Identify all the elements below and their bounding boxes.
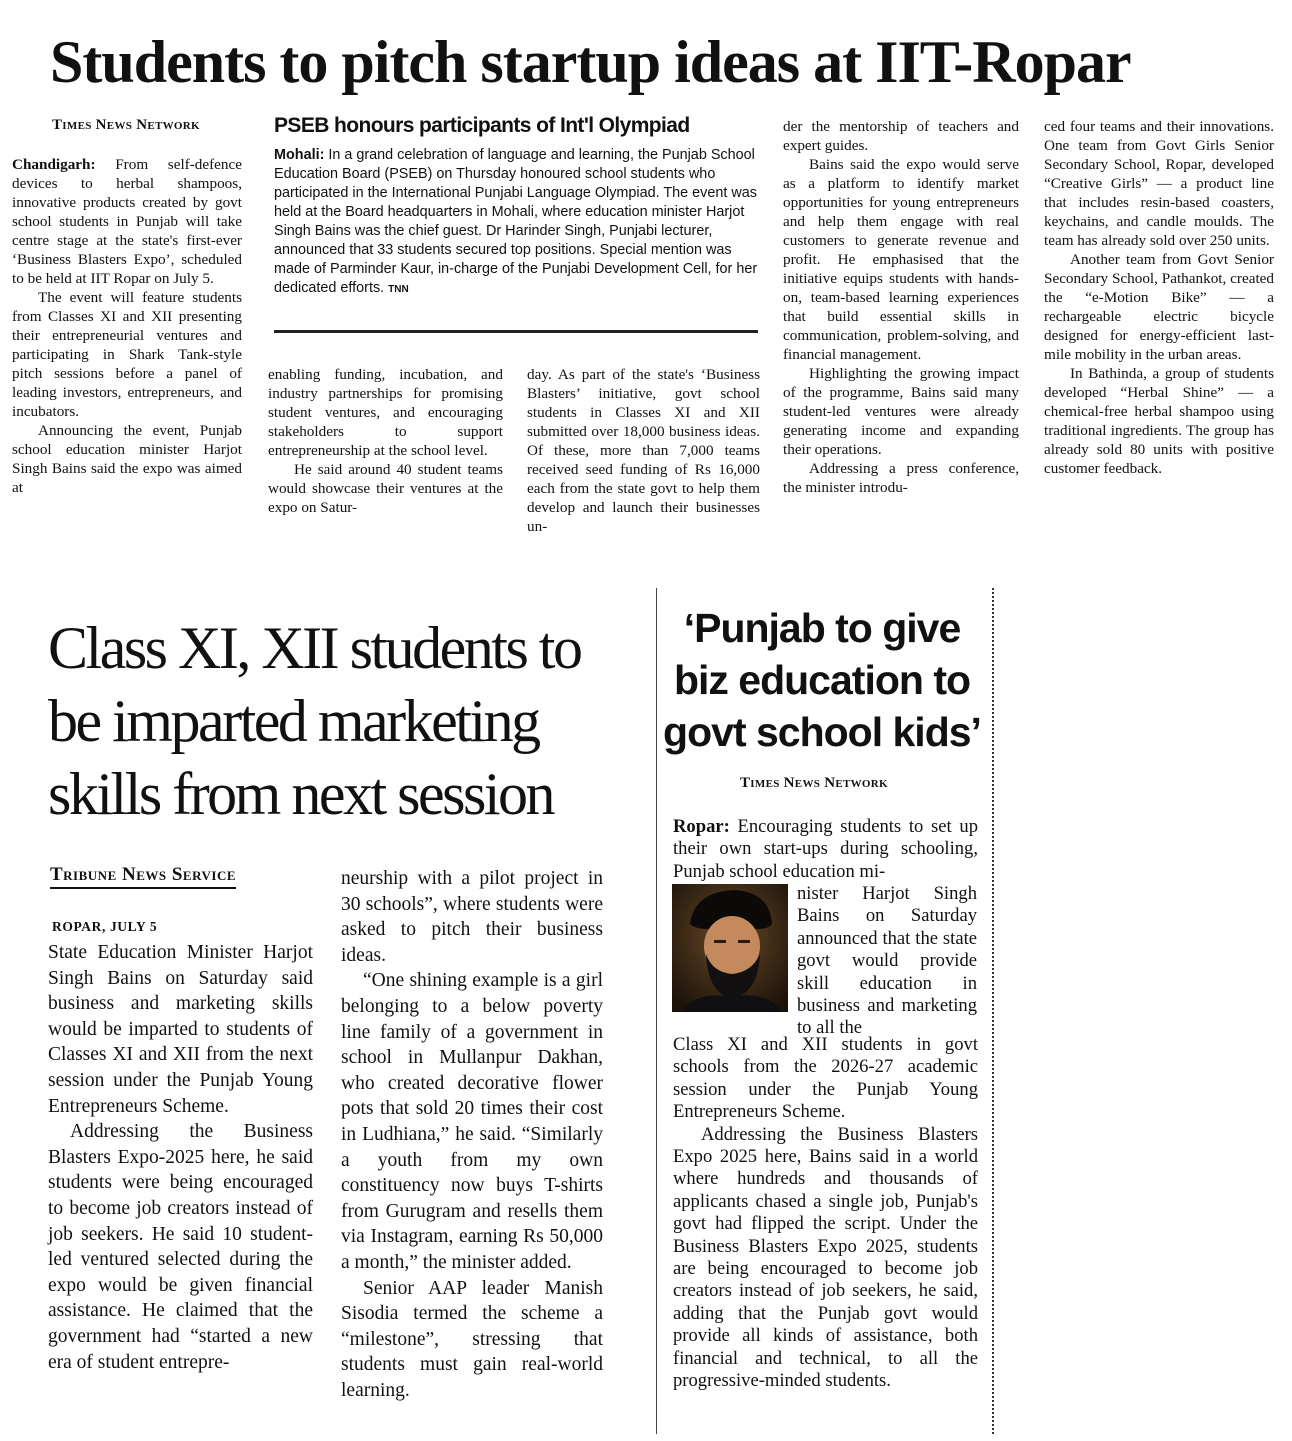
headline-top-story: Students to pitch startup ideas at IIT-Ropar [50,29,1131,95]
pseb-box-headline: PSEB honours participants of Int'l Olympiad [274,114,690,137]
tribune-column-1 [48,940,313,1375]
tribune-headline [48,612,608,831]
paragraph: der the mentorship of teachers and expert guides. [783,118,1019,154]
toi-headline [660,602,984,758]
top-story-column-2 [268,365,503,517]
paragraph: The event will feature students from Classes XI and XII presenting their entrepreneurial ventures and participating in Shark Tank-style pitch sessions before a panel of leading investors, entrepreneurs, and incubators. [12,289,242,420]
top-story-column-5 [1044,117,1274,478]
toi-lead-beside-photo: nister Harjot Singh Bains on Saturday announced that the state govt would provide skill education in business and marketing to all the [797,883,977,1039]
toi-headline-line: govt school kids’ [663,709,981,755]
paragraph: State Education Minister Harjot Singh Bains on Saturday said business and marketing skills would be imparted to students of Classes XI and XII from the next session under the Punjab Young Entrepreneurs Scheme. [48,942,313,1117]
paragraph: day. As part of the state's ‘Business Blasters’ initiative, govt school students in Classes XI and XII submitted over 18,000 business ideas. Of these, more than 7,000 teams received seed funding of Rs 16,000 each from the state govt to help them develop and launch their businesses un- [527,366,760,535]
paragraph: enabling funding, incubation, and industry partnerships for promising student ventures, and encouraging stakeholders to support entrepreneurship at the school level. [268,366,503,459]
byline-top-story: Times News Network [52,117,200,133]
toi-headline-line: ‘Punjab to give [683,605,961,651]
top-story-column-1 [12,155,242,497]
toi-body: Class XI and XII students in govt schools from the 2026-27 academic session under the Punjab Young Entrepreneurs Scheme. Addressing the Business Blasters Expo 2025 here, Bains said in a world where hundreds and thousands of applicants chased a single job, Punjab's govt had flipped the script. Under the Business Blasters Expo 2025, students are being encouraged to become job creators instead of job seekers, he said, adding that the Punjab govt would provide all kinds of assistance, both financial and technical, to all the progressive-minded students. [673,1034,978,1392]
paragraph: Bains said the expo would serve as a platform to identify market opportunities for young entrepreneurs and help them engage with real customers to generate revenue and profit. He emphasised that the initiative equips students with hands-on, team-based learning experiences that build essential skills in communication, problem-solving, and financial management. [783,156,1019,363]
paragraph: Highlighting the growing impact of the programme, Bains said many student-led ventures were already generating income and expanding their operations. [783,365,1019,458]
paragraph: Addressing the Business Blasters Expo-2025 here, he said students were being encouraged to become job creators instead of job seekers. He said 10 student-led ventured selected during the expo would be given financial assistance. He claimed that the government had “started a new era of student entrepre- [48,1121,313,1373]
paragraph: Another team from Govt Senior Secondary School, Pathankot, created the “e-Motion Bike” — a rechargeable electric bicycle designed for energy-efficient last-mile mobility in the urban areas. [1044,251,1274,363]
paragraph: “One shining example is a girl belonging to a below poverty line family of a government in school in Mullanpur Dakhan, who created decorative flower pots that sold 20 times their cost in Ludhiana,” he said. “Similarly a youth from my own constituency now buys T-shirts from Gurugram and resells them via Instagram, earning Rs 50,000 a month,” the minister added. [341,970,603,1273]
toi-story-rule [656,588,657,1434]
paragraph: Announcing the event, Punjab school education minister Harjot Singh Bains said the expo was aimed at [12,422,242,496]
paragraph: In Bathinda, a group of students developed “Herbal Shine” — a chemical-free herbal shampoo using traditional ingredients. The group has already sold 80 units with positive customer feedback. [1044,365,1274,477]
paragraph: Chandigarh: From self-defence devices to herbal shampoos, innovative products created by govt school students in Punjab will take centre stage at the state's first-ever ‘Business Blasters Expo’, scheduled to be held at IIT Ropar on July 5. [12,156,242,287]
minister-photo [672,884,788,1012]
byline-toi: Times News Network [740,775,888,791]
top-story-column-4 [783,117,1019,497]
toi-headline-line: biz education to [673,657,971,703]
toi-lead-top: Ropar: Encouraging students to set up their own start-ups during schooling, Punjab school education mi- [673,816,978,882]
byline-tribune: Tribune News Service [50,864,236,889]
top-story-column-3 [527,365,760,536]
paragraph: ced four teams and their innovations. One team from Govt Girls Senior Secondary School, Ropar, developed “Creative Girls” — a product line that includes resin-based coasters, keychains, and candle moulds. The team has already sold over 250 units. [1044,118,1274,249]
paragraph: Senior AAP leader Manish Sisodia termed the scheme a “milestone”, stressing that students must gain real-world learning. [341,1277,603,1401]
pseb-box-body: Mohali: In a grand celebration of language and learning, the Punjab School Education Board (PSEB) on Thursday honoured school students who participated in the International Punjabi Language Olympiad. The event was held at the Board headquarters in Mohali, where education minister Harjot Singh Bains was the chief guest. Dr Harinder Singh, Punjabi lecturer, announced that 33 students secured top positions. Special mention was made of Parminder Kaur, in-charge of the Punjabi Development Cell, for her dedicated efforts. TNN [274,147,758,296]
dateline-tribune: ROPAR, JULY 5 [52,919,158,934]
paragraph: neurship with a pilot project in 30 schools”, where students were asked to pitch their business ideas. [341,868,603,966]
tribune-headline-line: be imparted marketing [48,688,539,754]
pseb-box-rule [274,330,758,333]
tribune-column-2 [341,866,603,1403]
tribune-headline-line: skills from next session [48,761,553,827]
pseb-box [274,114,758,299]
portrait-image [672,884,788,1012]
paragraph: He said around 40 student teams would showcase their ventures at the expo on Satur- [268,461,503,516]
paragraph: Addressing a press conference, the minister introdu- [783,460,1019,496]
tribune-headline-line: Class XI, XII students to [48,615,581,681]
